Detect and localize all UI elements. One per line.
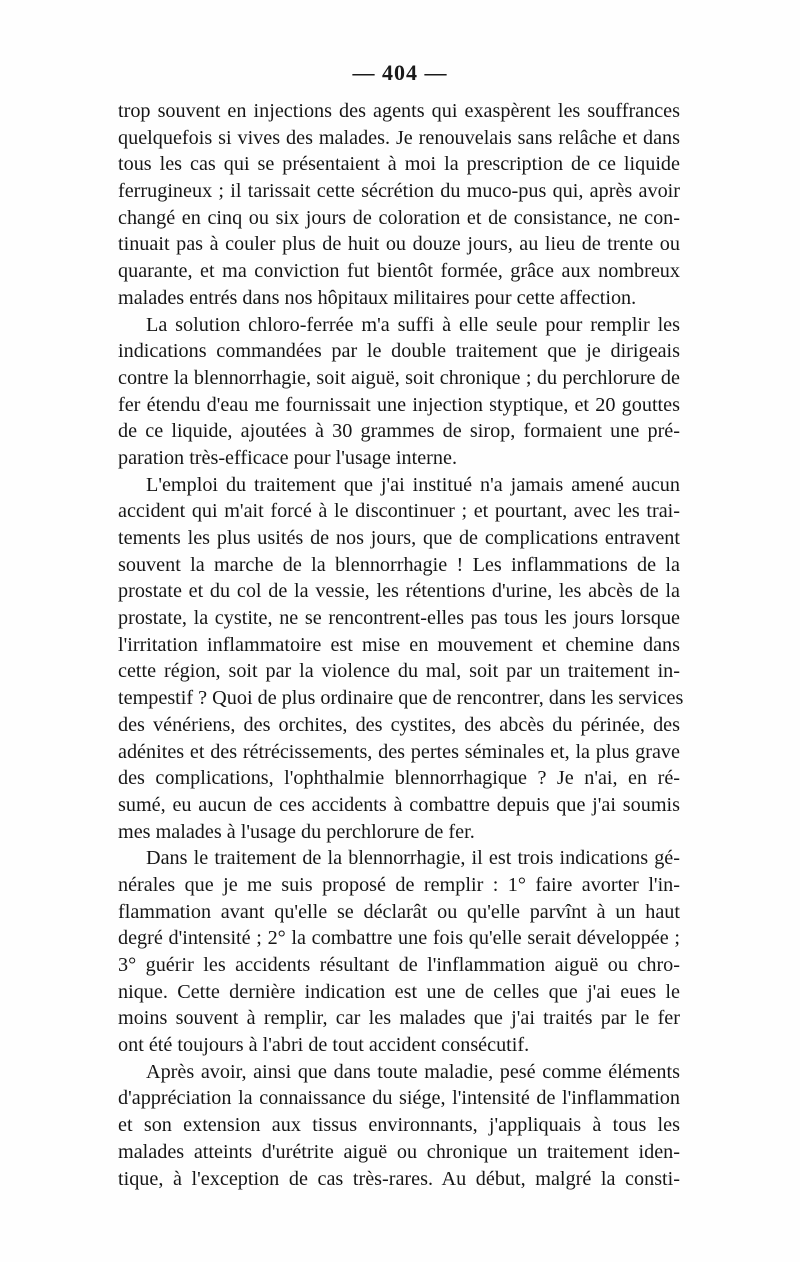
body-text — [118, 98, 684, 1192]
text-line: La solution chloro-ferrée m'a suffi à elle seule pour remplir les — [146, 313, 680, 336]
text-line: paration très-efficace pour l'usage interne. — [118, 446, 457, 469]
text-line: des complications, l'ophthalmie blennorrhagique ? Je n'ai, en ré- — [118, 767, 680, 790]
paragraph — [118, 1059, 680, 1192]
text-line: sumé, eu aucun de ces accidents à combattre depuis que j'ai soumis — [118, 793, 680, 816]
text-line: quelquefois si vives des malades. Je renouvelais sans relâche et dans — [118, 126, 680, 149]
text-line: trop souvent en injections des agents qui exaspèrent les souffrances — [118, 100, 680, 122]
text-line: cette région, soit par la violence du mal, soit par un traitement in- — [118, 660, 680, 683]
text-line: tinuait pas à couler plus de huit ou douze jours, au lieu de trente ou — [118, 233, 680, 256]
text-line: contre la blennorrhagie, soit aiguë, soit chronique ; du perchlorure de — [118, 366, 680, 389]
text-line: changé en cinq ou six jours de coloration et de consistance, ne con- — [118, 206, 680, 229]
text-line: fer étendu d'eau me fournissait une injection styptique, et 20 gouttes — [118, 393, 680, 416]
text-line: ferrugineux ; il tarissait cette sécrétion du muco-pus qui, après avoir — [118, 180, 680, 203]
text-line: moins souvent à remplir, car les malades que j'ai traités par le fer — [118, 1007, 680, 1030]
text-line: souvent la marche de la blennorrhagie ! Les inflammations de la — [118, 553, 680, 576]
text-line: ont été toujours à l'abri de tout accident consécutif. — [118, 1034, 530, 1057]
paragraph — [118, 98, 680, 312]
text-line: tements les plus usités de nos jours, que de complications entravent — [118, 527, 680, 549]
page-number: — 404 — — [352, 60, 448, 85]
text-line: nique. Cette dernière indication est une de celles que j'ai eues le — [118, 980, 680, 1003]
text-line: d'appréciation la connaissance du siége, l'intensité de l'inflammation — [118, 1087, 680, 1110]
text-line: mes malades à l'usage du perchlorure de fer. — [118, 820, 475, 843]
text-line: L'emploi du traitement que j'ai institué n'a jamais amené aucun — [146, 473, 680, 496]
paragraph — [118, 312, 680, 472]
text-line: Dans le traitement de la blennorrhagie, il est trois indications gé- — [146, 847, 680, 870]
paragraph — [118, 845, 680, 1059]
text-line: l'irritation inflammatoire est mise en mouvement et chemine dans — [118, 633, 680, 656]
text-line: malades atteints d'urétrite aiguë ou chronique un traitement iden- — [118, 1140, 680, 1163]
text-line: degré d'intensité ; 2° la combattre une fois qu'elle serait développée ; — [118, 927, 680, 950]
text-line: 3° guérir les accidents résultant de l'inflammation aiguë ou chro- — [118, 954, 680, 976]
text-line: prostate, la cystite, ne se rencontrent-elles pas tous les jours lorsque — [118, 607, 680, 630]
text-line: adénites et des rétrécissements, des pertes séminales et, la plus grave — [118, 740, 680, 763]
text-line: indications commandées par le double traitement que je dirigeais — [118, 340, 680, 363]
text-line: nérales que je me suis proposé de remplir : 1° faire avorter l'in- — [118, 873, 680, 896]
text-line: prostate et du col de la vessie, les rétentions d'urine, les abcès de la — [118, 580, 680, 603]
text-line: et son extension aux tissus environnants, j'appliquais à tous les — [118, 1114, 680, 1137]
text-line: Après avoir, ainsi que dans toute maladie, pesé comme éléments — [146, 1060, 680, 1083]
text-line: de ce liquide, ajoutées à 30 grammes de sirop, formaient une pré- — [118, 420, 680, 443]
text-line: accident qui m'ait forcé à le discontinuer ; et pourtant, avec les trai- — [118, 500, 680, 523]
paragraph — [118, 472, 684, 846]
text-line: tous les cas qui se présentaient à moi la prescription de ce liquide — [118, 153, 680, 176]
text-line: flammation avant qu'elle se déclarât ou qu'elle parvînt à un haut — [118, 900, 680, 923]
text-line: tique, à l'exception de cas très-rares. Au début, malgré la consti- — [118, 1167, 680, 1190]
text-line: tempestif ? Quoi de plus ordinaire que de rencontrer, dans les services — [118, 687, 684, 710]
text-line: malades entrés dans nos hôpitaux militaires pour cette affection. — [118, 286, 637, 309]
text-line: des vénériens, des orchites, des cystites, des abcès du périnée, des — [118, 713, 680, 736]
text-line: quarante, et ma conviction fut bientôt formée, grâce aux nombreux — [118, 260, 680, 283]
